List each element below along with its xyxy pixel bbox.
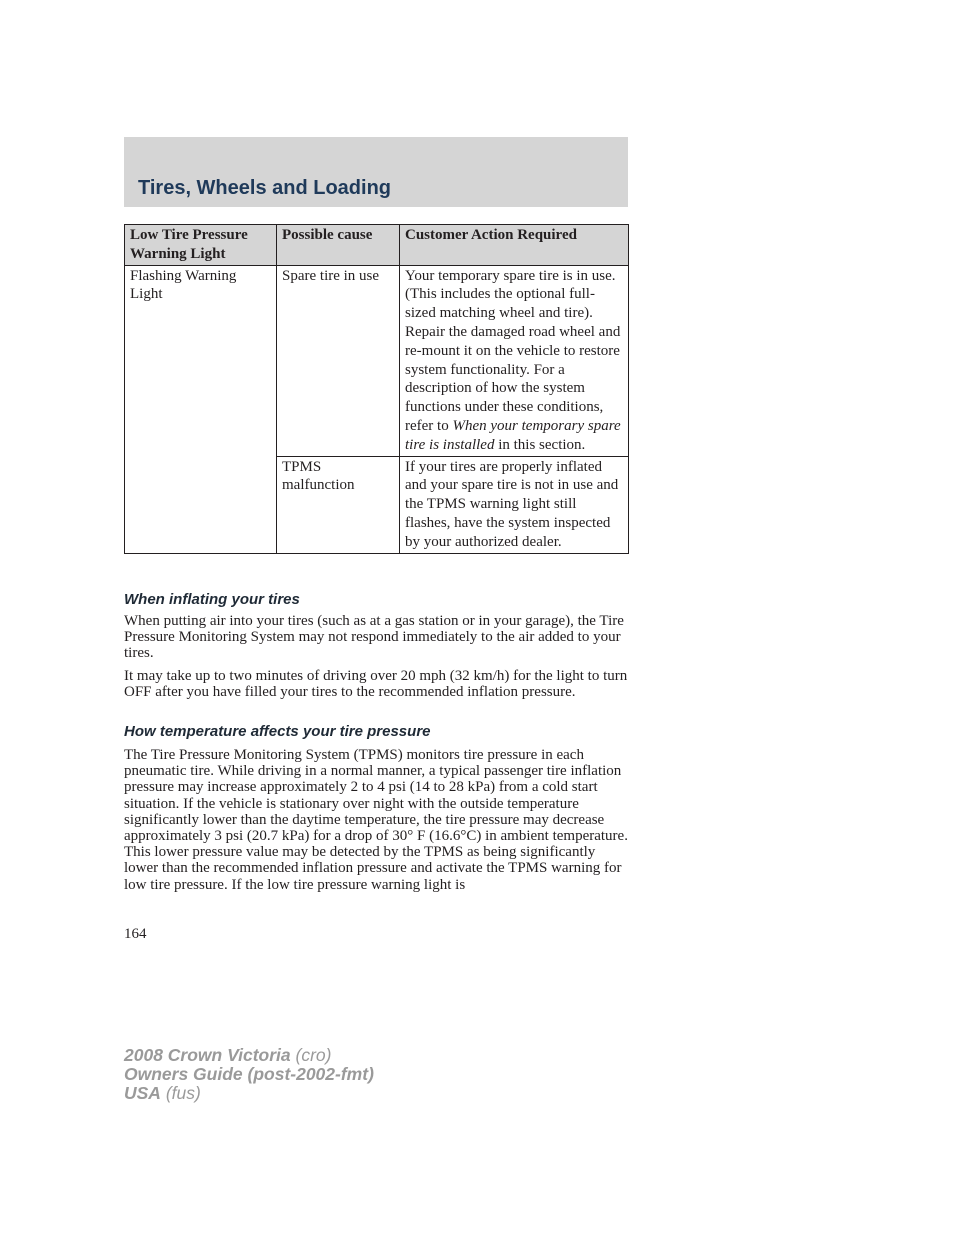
table-header-row xyxy=(125,225,629,266)
page-number: 164 xyxy=(124,926,147,942)
footer-line xyxy=(124,1084,374,1103)
section-title: Tires, Wheels and Loading xyxy=(138,177,392,199)
footer-market-code: (fus) xyxy=(160,1083,201,1103)
footer-guide: Owners Guide (post-2002-fmt) xyxy=(124,1064,374,1084)
action-text-end: in this section. xyxy=(494,436,586,453)
tpms-warning-table xyxy=(124,224,629,554)
cell-possible-cause: TPMS malfunction xyxy=(277,456,400,553)
paragraph: It may take up to two minutes of driving over 20 mph (32 km/h) for the light to turn OFF after you have filled your tires to the recommended inflation pressure. xyxy=(124,667,628,700)
cell-customer-action: If your tires are properly inflated and your spare tire is not in use and the TPMS warning light still flashes, have the system inspected by your authorized dealer. xyxy=(400,456,629,553)
action-text: Your temporary spare tire is in use. (This includes the optional full-sized matching wheel and tire). Repair the damaged road wheel and re-mount it on the vehicle to restore system functionality. For a description of how the system functions under these conditions, refer to xyxy=(405,267,621,434)
section-inflating-body xyxy=(124,613,628,700)
paragraph: When putting air into your tires (such as at a gas station or in your garage), the Tire Pressure Monitoring System may not respond immediately to the air added to your tires. xyxy=(124,613,624,662)
footer-model-code: (cro) xyxy=(290,1045,332,1065)
column-header-customer-action: Customer Action Required xyxy=(400,225,629,266)
subheading-temperature: How temperature affects your tire pressure xyxy=(124,723,431,740)
section-header-bar xyxy=(124,137,628,207)
footer-line xyxy=(124,1046,374,1065)
column-header-warning-light: Low Tire Pressure Warning Light xyxy=(125,225,277,266)
cell-possible-cause: Spare tire in use xyxy=(277,265,400,456)
footer-market: USA xyxy=(124,1083,161,1103)
cell-warning-light: Flashing Warning Light xyxy=(125,265,277,553)
section-temperature-body xyxy=(124,747,628,893)
document-footer xyxy=(124,1046,374,1103)
footer-model: 2008 Crown Victoria xyxy=(124,1045,291,1065)
column-header-possible-cause: Possible cause xyxy=(277,225,400,266)
action-cross-reference: When your temporary spare tire is installed xyxy=(405,417,621,453)
footer-line xyxy=(124,1065,374,1084)
subheading-inflating: When inflating your tires xyxy=(124,591,300,608)
table-row xyxy=(125,265,629,456)
paragraph: The Tire Pressure Monitoring System (TPMS) monitors tire pressure in each pneumatic tire. While driving in a normal manner, a typical passenger tire inflation pressure may increase approximately 2 to 4 psi (14 to 28 kPa) from a cold start situation. If the vehicle is stationary over night with the outside temperature significantly lower than the daytime temperature, the tire pressure may decrease approximately 3 psi (20.7 kPa) for a drop of 30° F (16.6°C) in ambient temperature. This lower pressure value may be detected by the TPMS as being significantly lower than the recommended inflation pressure and activate the TPMS warning for low tire pressure. If the low tire pressure warning light is xyxy=(124,747,628,893)
cell-customer-action xyxy=(400,265,629,456)
